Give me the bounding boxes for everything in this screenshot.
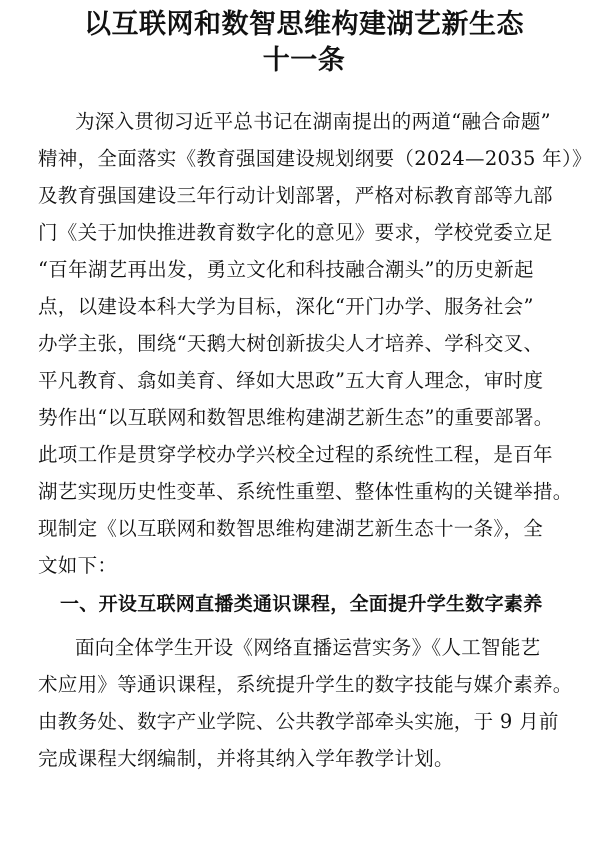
paragraph-line: 及教育强国建设三年行动计划部署，严格对标教育部等九部 — [38, 184, 553, 207]
paragraph-line: 由教务处、数字产业学院、公共教学部牵头实施，于 9 月前 — [38, 710, 559, 733]
paragraph-line: 精神，全面落实《教育强国建设规划纲要（2024—2035 年）》 — [38, 147, 592, 170]
paragraph-line: 术应用》等通识课程，系统提升学生的数字技能与媒介素养。 — [38, 673, 573, 696]
paragraph-line: 湖艺实现历史性变革、系统性重塑、整体性重构的关键举措。 — [38, 480, 573, 503]
paragraph-line: 为深入贯彻习近平总书记在湖南提出的两道“融合命题” — [75, 110, 551, 133]
paragraph-line: 完成课程大纲编制，并将其纳入学年教学计划。 — [38, 747, 454, 770]
paragraph-line: 势作出“以互联网和数智思维构建湖艺新生态”的重要部署。 — [38, 406, 554, 429]
paragraph-line: 现制定《以互联网和数智思维构建湖艺新生态十一条》，全 — [38, 517, 544, 540]
section-heading: 一、开设互联网直播类通识课程，全面提升学生数字素养 — [60, 593, 543, 615]
document-title-subtitle: 十一条 — [262, 45, 346, 76]
paragraph-line: 门《关于加快推进教育数字化的意见》要求，学校党委立足 — [38, 221, 553, 244]
document-title: 以互联网和数智思维构建湖艺新生态 — [84, 9, 524, 40]
paragraph-line: 平凡教育、翕如美育、绎如大思政”五大育人理念，审时度 — [38, 369, 544, 392]
paragraph-line: 点，以建设本科大学为目标，深化“开门办学、服务社会” — [38, 295, 534, 318]
paragraph-line: 文如下： — [38, 554, 118, 577]
paragraph-line: 办学主张，围绕“天鹅大树创新拔尖人才培养、学科交叉、 — [38, 332, 544, 355]
paragraph-line: “百年湖艺再出发，勇立文化和科技融合潮头”的历史新起 — [38, 258, 534, 281]
paragraph-line: 面向全体学生开设《网络直播运营实务》《人工智能艺 — [75, 636, 541, 659]
paragraph-line: 此项工作是贯穿学校办学兴校全过程的系统性工程，是百年 — [38, 443, 553, 466]
